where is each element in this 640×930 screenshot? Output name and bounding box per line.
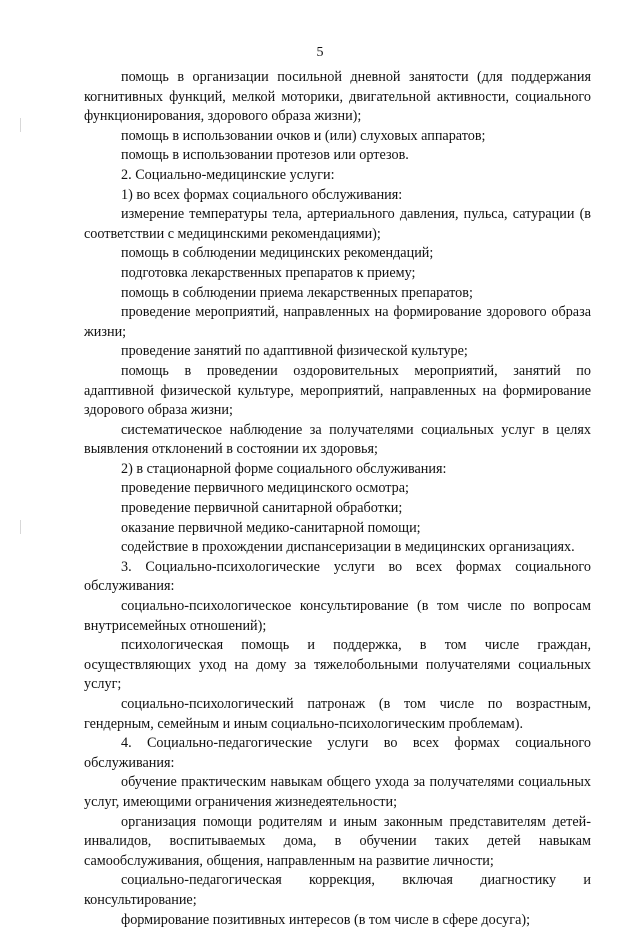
paragraph: социально-психологическое консультирование (в том числе по вопросам внутрисемейных отношений);	[84, 598, 591, 634]
subsection-heading: 2) в стационарной форме социального обслуживания:	[121, 460, 447, 477]
paragraph: организация помощи родителям и иным законным представителям детей-инвалидов, воспитываемых дома, в обучении таких детей навыкам самообслуживания, общения, направленным на развитие личности;	[84, 813, 591, 869]
paragraph: психологическая помощь и поддержка, в том числе граждан, осуществляющих уход на дому за тяжелобольными получателями социальных услуг;	[84, 637, 591, 693]
paragraph: проведение мероприятий, направленных на формирование здорового образа жизни;	[84, 304, 591, 340]
scan-margin-mark	[20, 118, 21, 132]
paragraph: социально-педагогическая коррекция, включая диагностику и консультирование;	[84, 872, 591, 908]
paragraph: обучение практическим навыкам общего ухода за получателями социальных услуг, имеющими ограничения жизнедеятельности;	[84, 774, 591, 810]
paragraph: помощь в использовании протезов или ортезов.	[121, 147, 409, 164]
subsection-heading: 1) во всех формах социального обслуживания:	[121, 186, 403, 203]
paragraph: измерение температуры тела, артериального давления, пульса, сатурации (в соответствии с медицинскими рекомендациями);	[84, 206, 591, 242]
page-number: 5	[316, 45, 324, 60]
paragraph: помощь в организации посильной дневной занятости (для поддержания когнитивных функций, мелкой моторики, двигательной активности, социального функционирования, здорового образа жизни);	[84, 69, 591, 125]
paragraph: помощь в соблюдении приема лекарственных препаратов;	[121, 284, 473, 301]
paragraph: содействие в прохождении диспансеризации в медицинских организациях.	[121, 539, 575, 556]
paragraph: проведение занятий по адаптивной физической культуре;	[121, 343, 468, 360]
paragraph: систематическое наблюдение за получателями социальных услуг в целях выявления отклонений в состоянии их здоровья;	[84, 421, 591, 458]
paragraph: подготовка лекарственных препаратов к приему;	[121, 264, 416, 281]
paragraph: формирование позитивных интересов (в том числе в сфере досуга);	[121, 911, 531, 928]
paragraph: помощь в соблюдении медицинских рекомендаций;	[121, 245, 434, 262]
paragraph: помощь в использовании очков и (или) слуховых аппаратов;	[121, 127, 486, 144]
document-body	[84, 68, 591, 930]
paragraph: помощь в проведении оздоровительных мероприятий, занятий по адаптивной физической культуре, мероприятий, направленных на формирование здорового образа жизни;	[84, 362, 591, 419]
section-heading: 3. Социально-психологические услуги во всех формах социального обслуживания:	[84, 558, 591, 595]
paragraph: оказание первичной медико-санитарной помощи;	[121, 519, 421, 536]
section-heading: 4. Социально-педагогические услуги во всех формах социального обслуживания:	[84, 735, 591, 771]
paragraph: проведение первичного медицинского осмотра;	[121, 480, 409, 497]
scan-margin-mark	[20, 520, 21, 534]
paragraph: социально-психологический патронаж (в том числе по возрастным, гендерным, семейным и иным социально-психологическим проблемам).	[84, 696, 591, 732]
section-heading: 2. Социально-медицинские услуги:	[121, 166, 335, 183]
paragraph: проведение первичной санитарной обработки;	[121, 500, 403, 517]
